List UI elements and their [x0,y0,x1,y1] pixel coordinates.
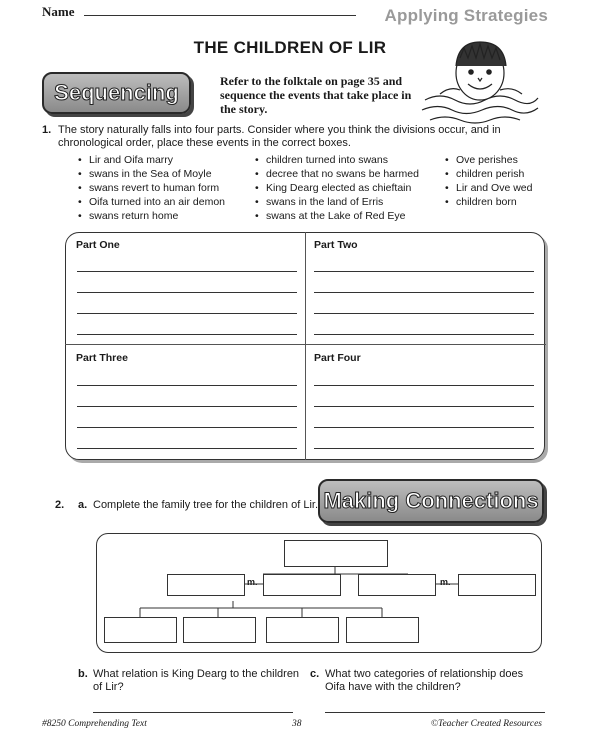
sequencing-instructions: Refer to the folktale on page 35 and sequence the events that take place in the story. [220,74,412,116]
event-item: • swans return home [78,209,225,223]
answer-line[interactable] [93,712,293,713]
event-item: • children perish [445,167,532,181]
tree-box-parent[interactable] [358,574,436,596]
tree-box-child[interactable] [183,617,256,643]
question-2c-text: What two categories of relationship does Oifa have with the children? [325,668,524,693]
tree-box-parent[interactable] [458,574,536,596]
tree-box-child[interactable] [104,617,177,643]
event-item: • Oifa turned into an air demon [78,195,225,209]
event-item: • children born [445,195,532,209]
question-1-text: The story naturally falls into four parts. Consider where you think the divisions occur, and in chronological order, place these events in the correct boxes. [58,124,501,149]
question-2-number: 2. [55,499,65,511]
page-title: THE CHILDREN OF LIR [193,38,387,57]
marriage-label: m. [247,577,258,587]
tree-box-parent[interactable] [167,574,245,596]
tree-box-child[interactable] [346,617,419,643]
event-item: • swans in the Sea of Moyle [78,167,225,181]
footer-publisher: ©Teacher Created Resources [430,719,542,729]
question-1-number: 1. [42,124,52,136]
tree-box-parent[interactable] [263,574,341,596]
footer-page-number: 38 [292,719,302,729]
event-item: • King Dearg elected as chieftain [255,181,419,195]
tree-box-grandparent[interactable] [284,540,388,567]
question-2c-letter: c. [310,668,320,680]
question-2a-letter: a. [78,499,88,511]
event-item: • Ove perishes [445,153,532,167]
sequencing-badge: Sequencing [42,72,191,114]
part-three-title: Part Three [76,352,128,364]
part-four-title: Part Four [314,352,361,364]
name-label: Name [42,4,75,19]
event-item: • Lir and Oifa marry [78,153,225,167]
question-2b-text: What relation is King Dearg to the children of Lir? [93,668,300,693]
event-item: • swans at the Lake of Red Eye [255,209,419,223]
part-two-title: Part Two [314,239,358,251]
answer-line[interactable] [325,712,545,713]
event-item: • children turned into swans [255,153,419,167]
marriage-label: m. [440,577,451,587]
making-connections-badge: Making Connections [318,479,544,523]
event-item: • decree that no swans be harmed [255,167,419,181]
question-2a-text: Complete the family tree for the children of Lir. [93,499,318,511]
tree-box-child[interactable] [266,617,339,643]
part-one-title: Part One [76,239,120,251]
question-2b-letter: b. [78,668,88,680]
event-item: • Lir and Ove wed [445,181,532,195]
footer-book-title: #8250 Comprehending Text [42,719,147,729]
section-heading: Applying Strategies [384,6,548,25]
event-item: • swans in the land of Erris [255,195,419,209]
event-item: • swans revert to human form [78,181,225,195]
